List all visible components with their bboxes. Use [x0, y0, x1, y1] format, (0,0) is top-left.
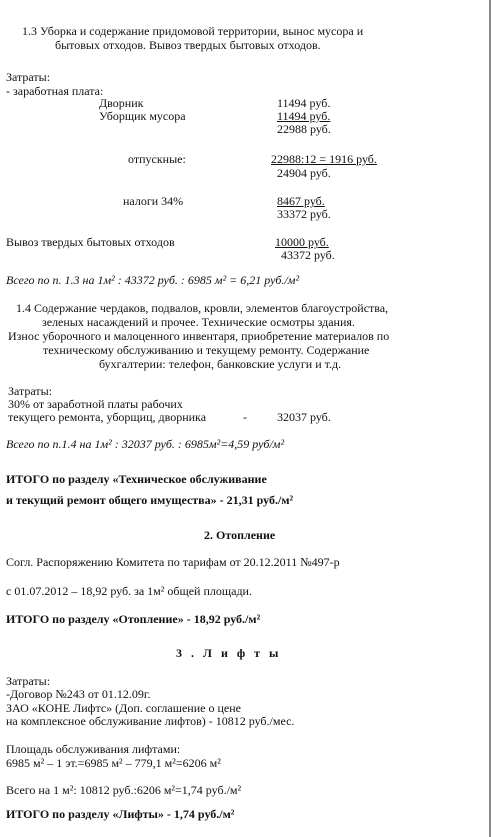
lift-service-cost-line: на комплексное обслуживание лифтов) - 10812 руб./мес. [6, 714, 295, 728]
section-1-4-cost-line2: текущего ремонта, уборщиц, дворника [8, 410, 207, 424]
itogo-maintenance-line1: ИТОГО по разделу «Техническое обслуживание [6, 472, 267, 486]
section-1-4-line5: бухгалтерии: телефон, банковские услуги и т.д. [99, 357, 342, 371]
section-1-4-line2: зеленых насаждений и прочее. Технические осмотры здания. [42, 315, 355, 329]
waste-removal-label: Вывоз твердых бытовых отходов [6, 235, 175, 249]
subtotal-waste: 43372 руб. [281, 248, 335, 262]
section-3-costs-label: Затраты: [6, 674, 51, 688]
section-1-3-total: Всего по п. 1.3 на 1м² : 43372 руб. : 6985 м² = 6,21 руб./м² [6, 273, 300, 287]
garbage-collector-value: 11494 руб. [277, 109, 331, 123]
vacation-label: отпускные: [128, 152, 186, 166]
section-1-4-line1: 1.4 Содержание чердаков, подвалов, кровли, элементов благоустройства, [16, 301, 389, 315]
subtotal-wages: 22988 руб. [277, 122, 331, 136]
tax-label: налоги 34% [123, 194, 184, 208]
lift-area-calc: 6985 м² – 1 эт.=6985 м² – 779,1 м²=6206 м² [6, 756, 221, 770]
subtotal-tax: 33372 руб. [277, 207, 331, 221]
section-3-title: 3 . Л и ф т ы [176, 646, 282, 660]
section-1-4-line3: Износ уборочного и малоценного инвентаря, приобретение материалов по [8, 329, 390, 343]
section-1-4-value: 32037 руб. [277, 410, 331, 424]
section-1-3-title-line2: бытовых отходов. Вывоз твердых бытовых отходов. [55, 38, 321, 52]
section-1-4-line4: техническому обслуживанию и текущему ремонту. Содержание [43, 343, 370, 357]
section-1-3-title-line1: 1.3 Уборка и содержание придомовой территории, вынос мусора и [22, 24, 364, 38]
garbage-collector-label: Уборщик мусора [99, 109, 186, 123]
company-line: ЗАО «КОНЕ Лифтс» (Доп. соглашение о цене [6, 701, 241, 715]
heating-order-line: Согл. Распоряжению Комитета по тарифам от 20.12.2011 №497-р [6, 555, 340, 569]
section-1-4-dash: - [243, 410, 247, 424]
itogo-lifts: ИТОГО по разделу «Лифты» - 1,74 руб./м² [6, 807, 235, 821]
wages-label: - заработная плата: [6, 84, 104, 98]
heating-rate-line: с 01.07.2012 – 18,92 руб. за 1м² общей площади. [6, 584, 252, 598]
subtotal-vacation: 24904 руб. [277, 166, 331, 180]
itogo-heating: ИТОГО по разделу «Отопление» - 18,92 руб./м² [6, 612, 261, 626]
janitor-value: 11494 руб. [277, 96, 331, 110]
contract-line: -Договор №243 от 01.12.09г. [6, 687, 151, 701]
section-1-4-total: Всего по п.1.4 на 1м² : 32037 руб. : 6985м²=4,59 руб/м² [6, 437, 285, 451]
lift-area-title: Площадь обслуживания лифтами: [6, 742, 181, 756]
itogo-maintenance-line2: и текущий ремонт общего имущества» - 21,31 руб./м² [6, 493, 294, 507]
janitor-label: Дворник [99, 96, 144, 110]
waste-removal-value: 10000 руб. [275, 235, 329, 249]
section-1-4-cost-line1: 30% от заработной платы рабочих [8, 397, 183, 411]
costs-label: Затраты: [6, 70, 51, 84]
vacation-calc: 22988:12 = 1916 руб. [271, 152, 377, 166]
section-2-title: 2. Отопление [204, 528, 276, 542]
lift-per-m2: Всего на 1 м²: 10812 руб.:6206 м²=1,74 руб./м² [6, 783, 242, 797]
section-1-4-costs-label: Затраты: [8, 384, 53, 398]
tax-value: 8467 руб. [277, 194, 325, 208]
